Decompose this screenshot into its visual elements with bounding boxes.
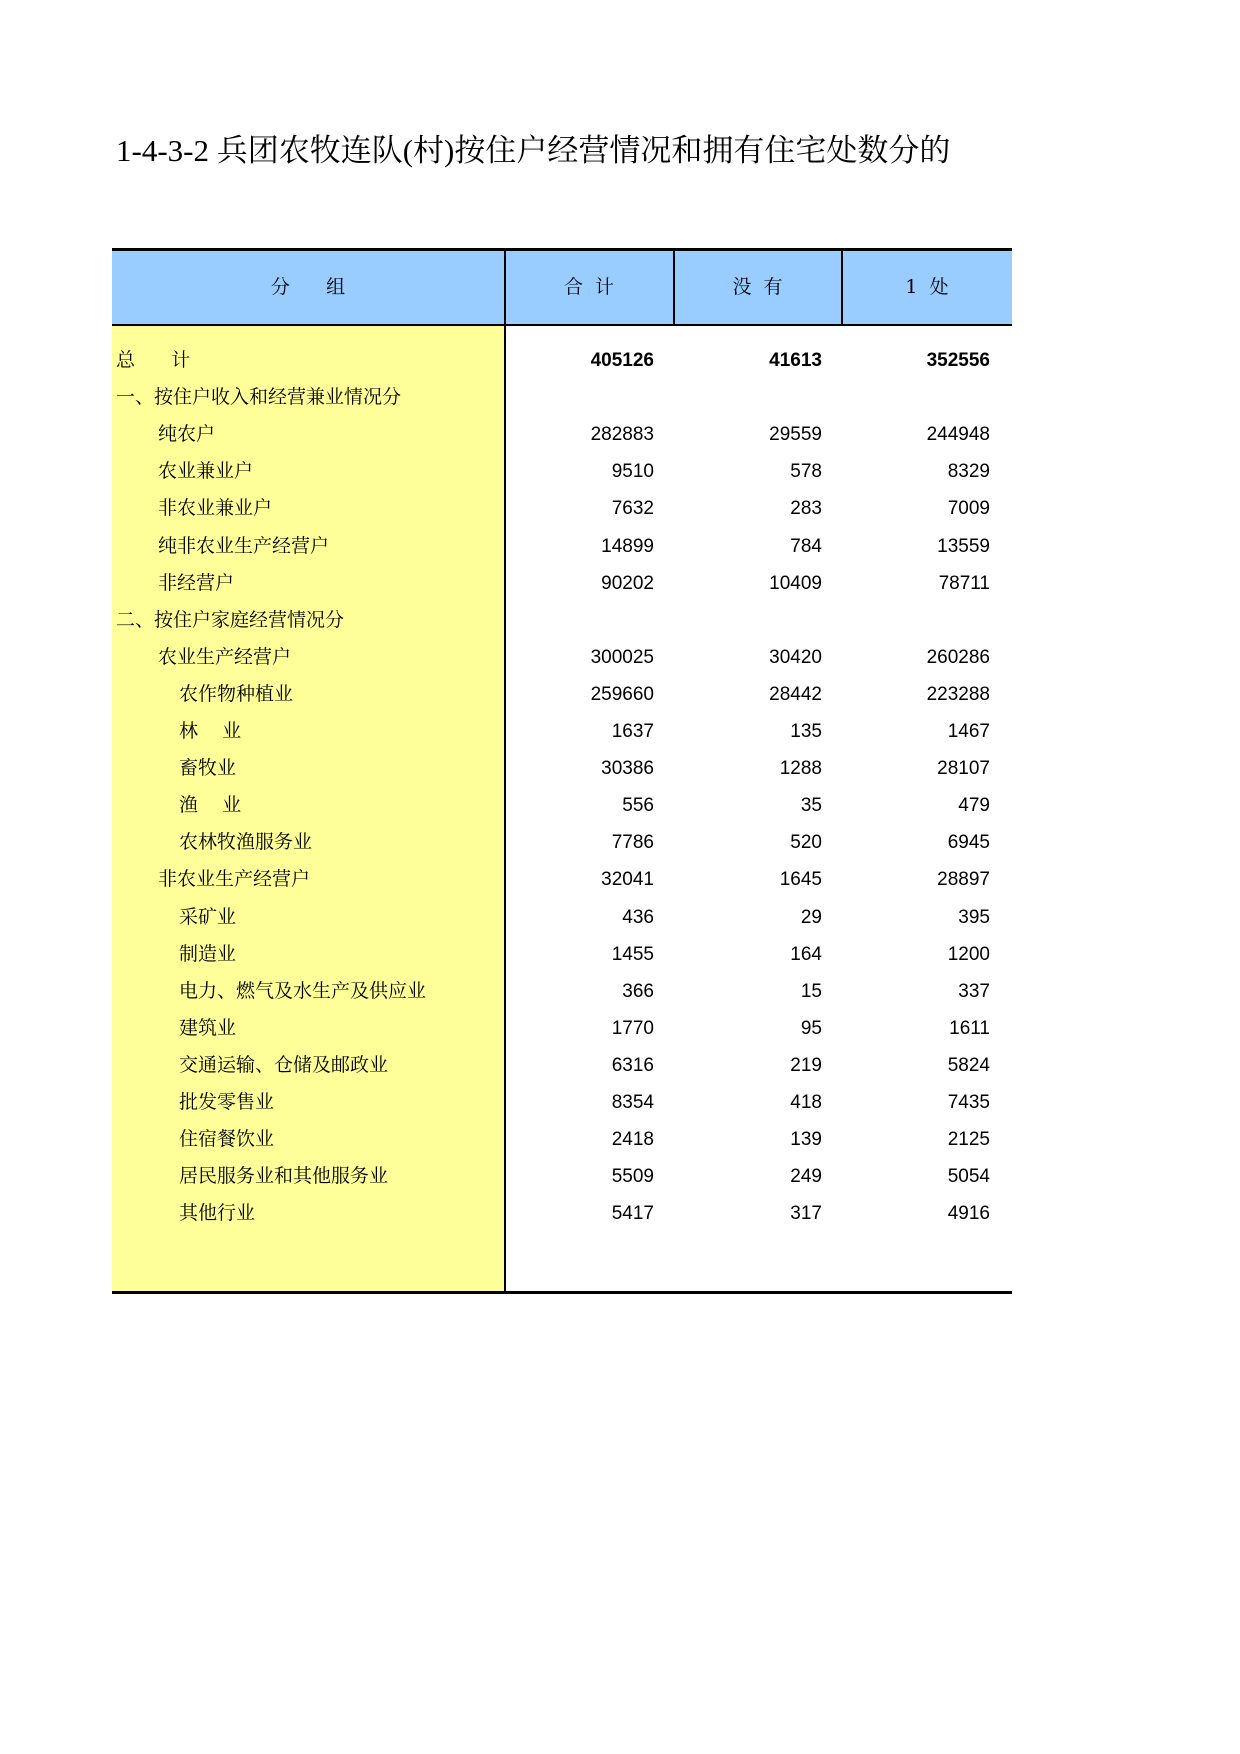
table-row xyxy=(112,1195,1012,1232)
cell-total: 7632 xyxy=(611,498,654,520)
cell-one: 395 xyxy=(958,906,990,928)
cell-total: 556 xyxy=(622,795,654,817)
cell-total: 14899 xyxy=(601,535,654,557)
row-label: 一、按住户收入和经营兼业情况分 xyxy=(116,386,402,409)
cell-none: 520 xyxy=(790,832,822,854)
cell-total: 1770 xyxy=(611,1017,654,1039)
cell-one: 5054 xyxy=(947,1166,990,1188)
cell-one: 7435 xyxy=(947,1092,990,1113)
table-row xyxy=(112,824,1012,861)
cell-none: 29559 xyxy=(769,424,822,446)
cell-total: 5417 xyxy=(611,1203,654,1225)
row-label: 农业生产经营户 xyxy=(158,645,292,668)
table-row xyxy=(112,342,1012,379)
cell-total: 90202 xyxy=(601,572,654,594)
table-row xyxy=(112,453,1012,490)
header-bottom-rule xyxy=(112,324,1012,326)
cell-none: 164 xyxy=(790,943,822,965)
table-row xyxy=(112,639,1012,676)
cell-total: 300025 xyxy=(590,646,654,668)
cell-total: 1455 xyxy=(611,943,654,965)
table-row xyxy=(112,676,1012,713)
cell-one: 8329 xyxy=(947,461,990,483)
cell-one: 352556 xyxy=(926,350,990,371)
cell-one: 13559 xyxy=(937,535,990,557)
header-group: 分 组 xyxy=(270,276,346,298)
title-container xyxy=(116,128,1012,174)
row-label: 二、按住户家庭经营情况分 xyxy=(116,608,345,631)
row-label: 非农业兼业户 xyxy=(158,497,273,520)
cell-none: 578 xyxy=(790,461,822,483)
cell-total: 2418 xyxy=(611,1129,654,1151)
cell-one: 78711 xyxy=(938,572,990,594)
cell-total: 6316 xyxy=(611,1054,654,1076)
cell-none: 41613 xyxy=(769,350,822,371)
table-row xyxy=(112,899,1012,936)
cell-none: 139 xyxy=(790,1129,822,1151)
cell-one: 1611 xyxy=(949,1017,990,1039)
row-label: 纯非农业生产经营户 xyxy=(158,534,330,557)
cell-one: 28107 xyxy=(937,758,990,780)
cell-none: 30420 xyxy=(769,646,822,668)
cell-none: 35 xyxy=(800,795,822,817)
cell-one: 244948 xyxy=(926,424,990,446)
cell-one: 28897 xyxy=(937,869,990,891)
table-row xyxy=(112,973,1012,1010)
row-label: 居民服务业和其他服务业 xyxy=(179,1165,389,1188)
cell-none: 95 xyxy=(800,1017,822,1039)
table-row xyxy=(112,379,1012,416)
cell-none: 15 xyxy=(800,980,822,1002)
row-label: 农林牧渔服务业 xyxy=(179,831,313,854)
row-label: 纯农户 xyxy=(158,423,216,446)
table-title: 1-4-3-2 兵团农牧连队(村)按住户经营情况和拥有住宅处数分的 xyxy=(116,133,951,168)
cell-total: 5509 xyxy=(611,1166,654,1188)
cell-none: 784 xyxy=(790,535,822,557)
cell-none: 29 xyxy=(800,906,822,928)
cell-total: 259660 xyxy=(590,683,654,705)
header-one: 1 处 xyxy=(905,276,949,298)
row-label: 采矿业 xyxy=(179,905,237,928)
cell-total: 366 xyxy=(622,980,654,1002)
table-row xyxy=(112,528,1012,565)
cell-one: 1467 xyxy=(947,721,990,742)
row-label: 总 计 xyxy=(116,349,191,371)
header-total: 合 计 xyxy=(563,276,615,298)
table-row xyxy=(112,1047,1012,1084)
cell-total: 1637 xyxy=(611,721,654,742)
row-label: 其他行业 xyxy=(179,1202,256,1225)
table-row xyxy=(112,787,1012,824)
cell-none: 317 xyxy=(790,1203,822,1225)
cell-one: 5824 xyxy=(947,1054,990,1076)
table-bottom-rule xyxy=(112,1291,1012,1294)
cell-total: 32041 xyxy=(601,869,654,891)
row-label: 批发零售业 xyxy=(179,1091,275,1113)
header-none: 没 有 xyxy=(732,276,783,298)
cell-total: 9510 xyxy=(611,461,654,483)
table-row xyxy=(112,861,1012,898)
table-row xyxy=(112,713,1012,750)
cell-total: 436 xyxy=(622,906,654,928)
row-label: 建筑业 xyxy=(179,1016,237,1039)
cell-one: 7009 xyxy=(947,498,990,520)
row-label: 非经营户 xyxy=(158,571,235,594)
table-row xyxy=(112,1158,1012,1195)
cell-one: 479 xyxy=(958,795,990,817)
cell-one: 1200 xyxy=(947,943,990,965)
cell-none: 28442 xyxy=(769,683,822,705)
cell-none: 1288 xyxy=(779,758,822,780)
row-label: 非农业生产经营户 xyxy=(158,868,311,891)
table-row xyxy=(112,1121,1012,1158)
row-label: 电力、燃气及水生产及供应业 xyxy=(179,979,427,1002)
cell-one: 337 xyxy=(958,980,990,1002)
table-row xyxy=(112,602,1012,639)
cell-one: 6945 xyxy=(947,832,990,854)
cell-total: 405126 xyxy=(590,350,654,371)
cell-total: 30386 xyxy=(601,758,654,780)
table-row xyxy=(112,750,1012,787)
row-label: 住宿餐饮业 xyxy=(179,1128,275,1151)
cell-total: 282883 xyxy=(590,424,654,446)
table-row xyxy=(112,565,1012,602)
row-label: 农作物种植业 xyxy=(179,682,294,705)
cell-one: 223288 xyxy=(926,683,990,705)
cell-one: 260286 xyxy=(926,646,990,668)
table-row xyxy=(112,1010,1012,1047)
table-row xyxy=(112,936,1012,973)
row-label: 交通运输、仓储及邮政业 xyxy=(179,1053,389,1076)
cell-total: 8354 xyxy=(611,1092,654,1113)
cell-one: 4916 xyxy=(947,1203,990,1225)
row-label: 制造业 xyxy=(179,942,237,965)
cell-none: 219 xyxy=(790,1054,822,1076)
table-row xyxy=(112,1084,1012,1121)
table-row xyxy=(112,416,1012,453)
cell-none: 418 xyxy=(790,1092,822,1113)
row-label: 林 业 xyxy=(179,720,242,742)
cell-one: 2125 xyxy=(947,1129,990,1151)
statistics-table xyxy=(112,248,1012,1294)
row-label: 渔 业 xyxy=(179,794,242,817)
cell-none: 1645 xyxy=(779,869,822,891)
table-row xyxy=(112,490,1012,527)
row-label: 畜牧业 xyxy=(179,757,237,780)
cell-none: 135 xyxy=(790,721,822,742)
row-label: 农业兼业户 xyxy=(158,460,254,483)
cell-none: 10409 xyxy=(769,572,822,594)
cell-total: 7786 xyxy=(611,832,654,854)
cell-none: 249 xyxy=(790,1166,822,1188)
cell-none: 283 xyxy=(790,498,822,520)
